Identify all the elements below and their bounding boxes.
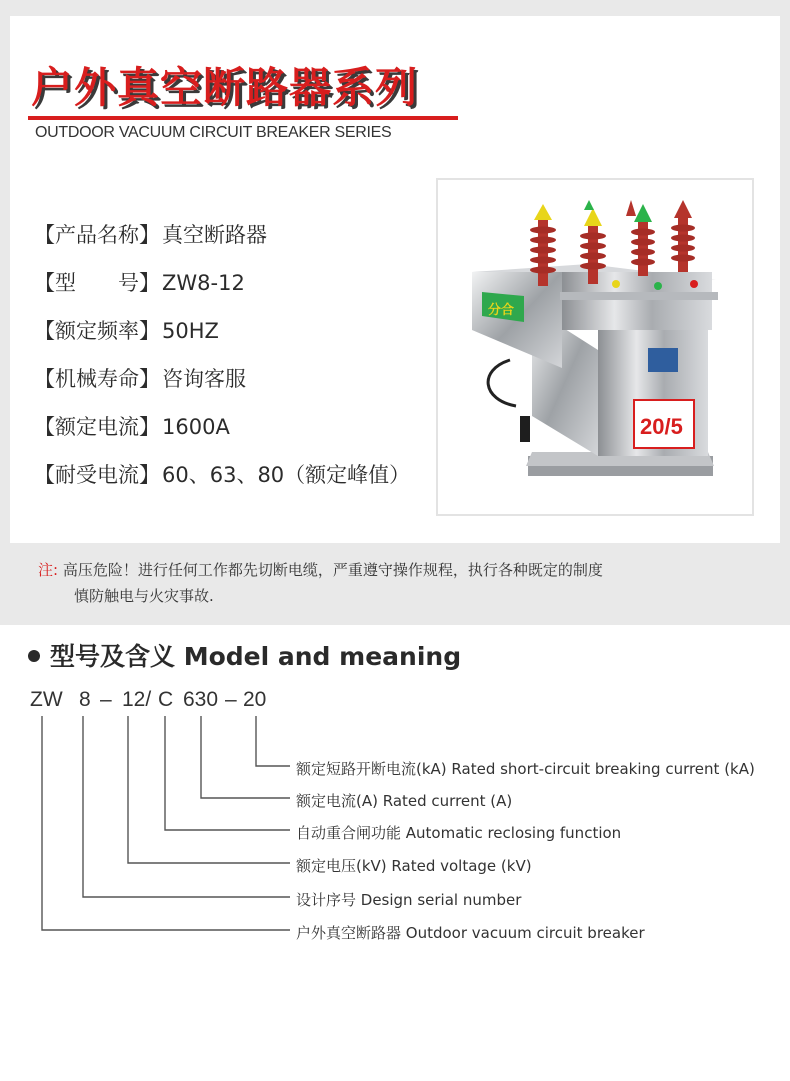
code-part-12: 12/ [122,688,152,711]
spec-label: 【机械寿命】 [34,367,160,391]
bullet-icon [28,650,40,662]
page-subtitle: OUTDOOR VACUUM CIRCUIT BREAKER SERIES [35,124,392,141]
spec-row-frequency [34,315,219,345]
spec-label: 【型 号】 [34,271,160,295]
code-part-dash-1: – [100,688,112,711]
code-part-zw: ZW [30,688,63,711]
spec-value: 60、63、80（额定峰值） [162,463,411,487]
desc-rated-current: 额定电流(A) Rated current (A) [296,792,513,810]
page-title: 户外真空断路器系列 [31,63,419,112]
spec-row-rated-current [34,411,230,441]
product-photo [436,178,754,516]
notice-line-1: 高压危险！进行任何工作都先切断电缆，严重遵守操作规程，执行各种既定的制度 [62,561,603,579]
connector-serial-number [83,716,290,897]
panel-label: 分合 [488,303,515,318]
spec-value: 真空断路器 [162,223,267,247]
insulator-right [671,200,695,272]
spec-value: 50HZ [162,319,219,343]
connector-rated-current [201,716,290,798]
connector-breaker-type [42,716,290,930]
model-meaning-title [28,637,461,673]
spec-value: 1600A [162,415,230,439]
spec-row-model [34,267,245,297]
safety-notice [38,557,603,609]
connector-short-circuit-current [256,716,290,766]
spec-label: 【耐受电流】 [34,463,160,487]
spec-label: 【额定频率】 [34,319,160,343]
spec-value: ZW8-12 [162,271,245,295]
connector-reclosing [165,716,290,830]
notice-line-2: 慎防触电与火灾事故. [74,587,214,605]
spec-row-mechanical-life [34,363,246,393]
spec-label: 【额定电流】 [34,415,160,439]
spec-row-withstand-current [34,459,410,489]
connector-rated-voltage [128,716,290,863]
code-part-20: 20 [243,688,267,711]
rating-plate: 20/5 [640,414,683,439]
code-part-8: 8 [79,688,91,711]
desc-reclosing: 自动重合闸功能 Automatic reclosing function [296,824,622,842]
desc-serial-number: 设计序号 Design serial number [296,891,522,909]
notice-label: 注: [38,561,59,579]
model-meaning-title-text: 型号及含义 Model and meaning [50,642,462,671]
spec-row-product-name [34,219,267,249]
code-part-630: 630 [183,688,219,711]
code-part-dash-2: – [225,688,237,711]
spec-label: 【产品名称】 [34,223,160,247]
insulator-mid-right [626,200,655,276]
circuit-breaker-illustration [438,180,752,514]
desc-rated-voltage: 额定电压(kV) Rated voltage (kV) [296,857,532,875]
title-underline [28,116,458,120]
code-part-c: C [158,688,174,711]
desc-breaker-type: 户外真空断路器 Outdoor vacuum circuit breaker [296,924,645,942]
spec-value: 咨询客服 [162,367,246,391]
desc-short-circuit-current: 额定短路开断电流(kA) Rated short-circuit breaking current (kA) [296,760,755,778]
